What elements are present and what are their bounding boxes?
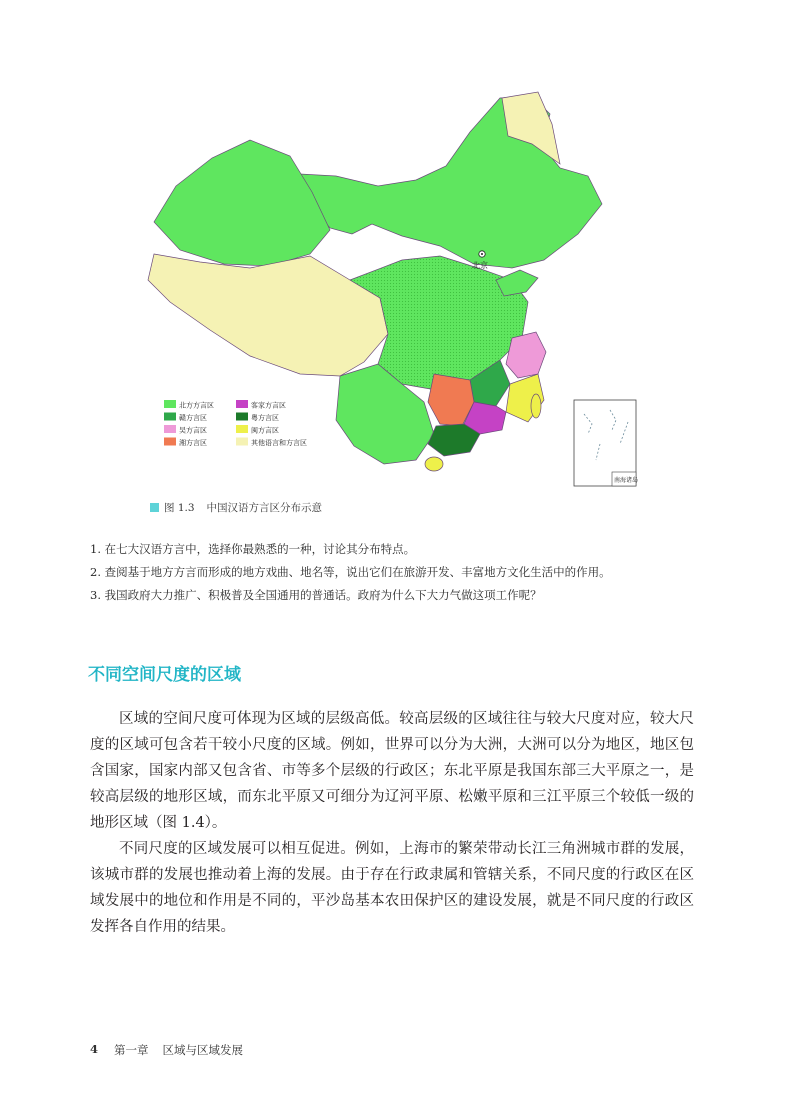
- map-region-hainan: [425, 457, 443, 471]
- map-region-northeast: [290, 96, 602, 268]
- figure-number: 图 1.3: [164, 502, 195, 514]
- legend-label: 湘方言区: [179, 439, 207, 447]
- legend-swatch: [236, 413, 248, 421]
- caption-marker-icon: [150, 503, 159, 512]
- legend-label: 其他语言和方言区: [251, 439, 307, 447]
- map-legend: [160, 394, 332, 452]
- map-region-west: [148, 254, 388, 376]
- map-region-xinjiang: [154, 140, 330, 266]
- legend-label: 赣方言区: [179, 414, 207, 422]
- legend-swatch: [164, 413, 176, 421]
- legend-label: 北方方言区: [179, 401, 214, 410]
- legend-swatch: [236, 400, 248, 408]
- inset-label: 南海诸岛: [614, 477, 639, 484]
- legend-swatch: [236, 425, 248, 433]
- figure-caption: [150, 500, 322, 515]
- legend-swatch: [164, 400, 176, 408]
- section-title: 不同空间尺度的区域: [88, 665, 241, 685]
- south-china-sea-inset: [574, 400, 638, 486]
- map-region-wu: [506, 332, 546, 378]
- body-text: [90, 706, 694, 940]
- page-footer: [90, 1042, 243, 1058]
- page-number: 4: [90, 1042, 99, 1056]
- paragraph: 不同尺度的区域发展可以相互促进。例如，上海市的繁荣带动长江三角洲城市群的发展，该城市群的发展也推动着上海的发展。由于存在行政隶属和管辖关系，不同尺度的行政区在区域发展中的地位和作用是不同的，平沙岛基本农田保护区的建设发展，就是不同尺度的行政区发挥各自作用的结果。: [90, 841, 694, 935]
- legend-swatch: [164, 438, 176, 446]
- chapter-label: 第一章: [114, 1043, 149, 1057]
- figure-caption-text: 中国汉语方言区分布示意: [206, 502, 323, 514]
- legend-swatch: [236, 438, 248, 446]
- paragraph: 区域的空间尺度可体现为区域的层级高低。较高层级的区域往往与较大尺度对应，较大尺度的区域可包含若干较小尺度的区域。例如，世界可以分为大洲，大洲可以分为地区，地区包含国家，国家内部又包含省、市等多个层级的行政区；东北平原是我国东部三大平原之一，是较高层级的地形区域，而东北平原又可细分为辽河平原、松嫩平原和三江平原三个较低一级的地形区域（图 1.4）。: [90, 711, 694, 831]
- legend-label: 闽方言区: [251, 426, 279, 435]
- legend-label: 吴方言区: [179, 426, 207, 435]
- capital-label: 北京: [472, 261, 488, 270]
- legend-label: 客家方言区: [251, 401, 286, 410]
- map-region-shandong: [496, 270, 538, 296]
- dialect-map: [140, 84, 650, 496]
- map-region-taiwan: [531, 394, 541, 418]
- question-item: 1. 在七大汉语方言中，选择你最熟悉的一种，讨论其分布特点。: [90, 542, 416, 556]
- question-item: 3. 我国政府大力推广、积极普及全国通用的普通话。政府为什么下大力气做这项工作呢？: [90, 588, 542, 602]
- map-region-yue: [428, 424, 480, 456]
- question-item: 2. 查阅基于地方方言而形成的地方戏曲、地名等，说出它们在旅游开发、丰富地方文化生活中的作用。: [90, 565, 611, 579]
- legend-label: 粤方言区: [251, 414, 279, 422]
- chapter-title: 区域与区域发展: [162, 1043, 244, 1057]
- question-list: [90, 538, 730, 607]
- legend-swatch: [164, 425, 176, 433]
